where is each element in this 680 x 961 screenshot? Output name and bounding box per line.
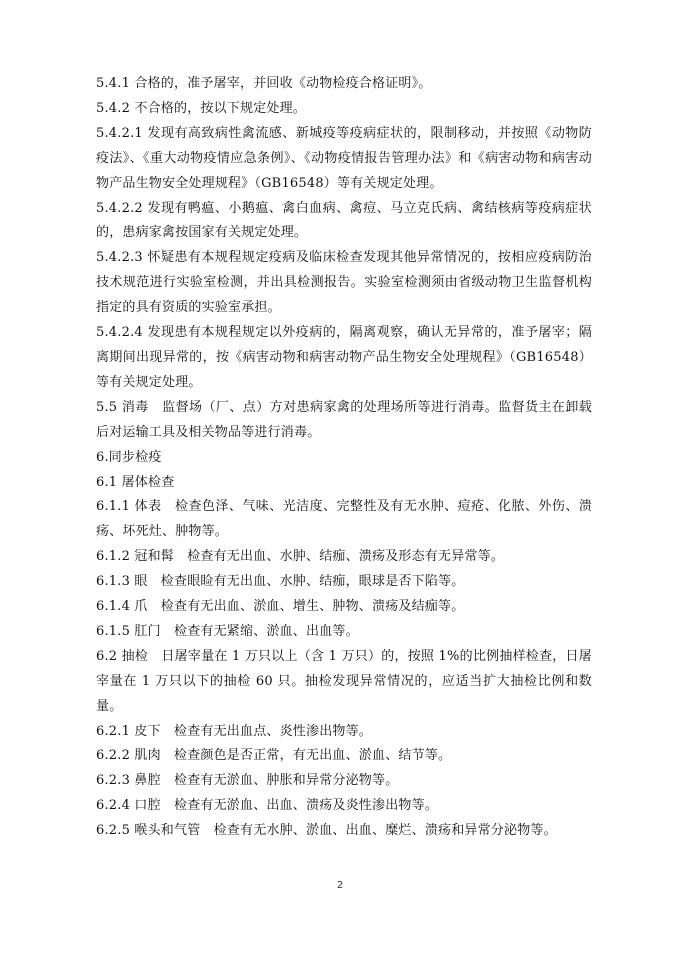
paragraph-5-5: 5.5 消毒 监督场（厂、点）方对患病家禽的处理场所等进行消毒。监督货主在卸载后对运输工具及相关物品等进行消毒。 [96, 399, 592, 440]
section-heading-6: 6.同步检疫 [96, 449, 162, 465]
paragraph-6-2-4: 6.2.4 口腔 检查有无淤血、出血、溃疡及炎性渗出物等。 [96, 798, 439, 814]
paragraph-5-4-2-4: 5.4.2.4 发现患有本规程规定以外疫病的，隔离观察，确认无异常的，准予屠宰；隔离期间出现异常的，按《病害动物和病害动物产品生物安全处理规程》（GB16548）等有关规定处理。 [96, 325, 592, 390]
page-number: 2 [336, 880, 344, 891]
document-body [96, 72, 592, 844]
section-heading-6-1: 6.1 屠体检查 [96, 474, 175, 490]
paragraph-5-4-2-3: 5.4.2.3 怀疑患有本规程规定疫病及临床检查发现其他异常情况的，按相应疫病防治技术规范进行实验室检测，并出具检测报告。实验室检测须由省级动物卫生监督机构指定的具有资质的实验室承担。 [96, 250, 592, 316]
paragraph-6-2-3: 6.2.3 鼻腔 检查有无淤血、肿胀和异常分泌物等。 [96, 773, 399, 789]
paragraph-6-2: 6.2 抽检 日屠宰量在 1 万只以上（含 1 万只）的，按照 1%的比例抽样检查，日屠宰量在 1 万只以下的抽检 60 只。抽检发现异常情况的，应适当扩大抽检比例和数量。 [96, 648, 592, 714]
paragraph-6-2-1: 6.2.1 皮下 检查有无出血点、炎性渗出物等。 [96, 723, 373, 739]
paragraph-5-4-2-2: 5.4.2.2 发现有鸭瘟、小鹅瘟、禽白血病、禽痘、马立克氏病、禽结核病等疫病症状的，患病家禽按国家有关规定处理。 [96, 200, 592, 241]
paragraph-6-1-1: 6.1.1 体表 检查色泽、气味、光洁度、完整性及有无水肿、痘疮、化脓、外伤、溃疡、坏死灶、肿物等。 [96, 499, 592, 540]
paragraph-6-1-3: 6.1.3 眼 检查眼睑有无出血、水肿、结痂，眼球是否下陷等。 [96, 574, 465, 590]
paragraph-6-2-2: 6.2.2 肌肉 检查颜色是否正常，有无出血、淤血、结节等。 [96, 748, 452, 764]
paragraph-5-4-2-1: 5.4.2.1 发现有高致病性禽流感、新城疫等疫病症状的，限制移动，并按照《动物防疫法》、《重大动物疫情应急条例》、《动物疫情报告管理办法》和《病害动物和病害动物产品生物安全处理规程》（GB16548）等有关规定处理。 [96, 125, 592, 191]
paragraph-5-4-1: 5.4.1 合格的，准予屠宰，并回收《动物检疫合格证明》。 [96, 76, 432, 91]
paragraph-5-4-2: 5.4.2 不合格的，按以下规定处理。 [96, 100, 307, 116]
paragraph-6-1-2: 6.1.2 冠和髯 检查有无出血、水肿、结痂、溃疡及形态有无异常等。 [96, 549, 505, 565]
paragraph-6-1-5: 6.1.5 肛门 检查有无紧缩、淤血、出血等。 [96, 623, 359, 639]
paragraph-6-1-4: 6.1.4 爪 检查有无出血、淤血、增生、肿物、溃疡及结痂等。 [96, 599, 465, 615]
paragraph-6-2-5: 6.2.5 喉头和气管 检查有无水肿、淤血、出血、糜烂、溃疡和异常分泌物等。 [96, 823, 557, 839]
